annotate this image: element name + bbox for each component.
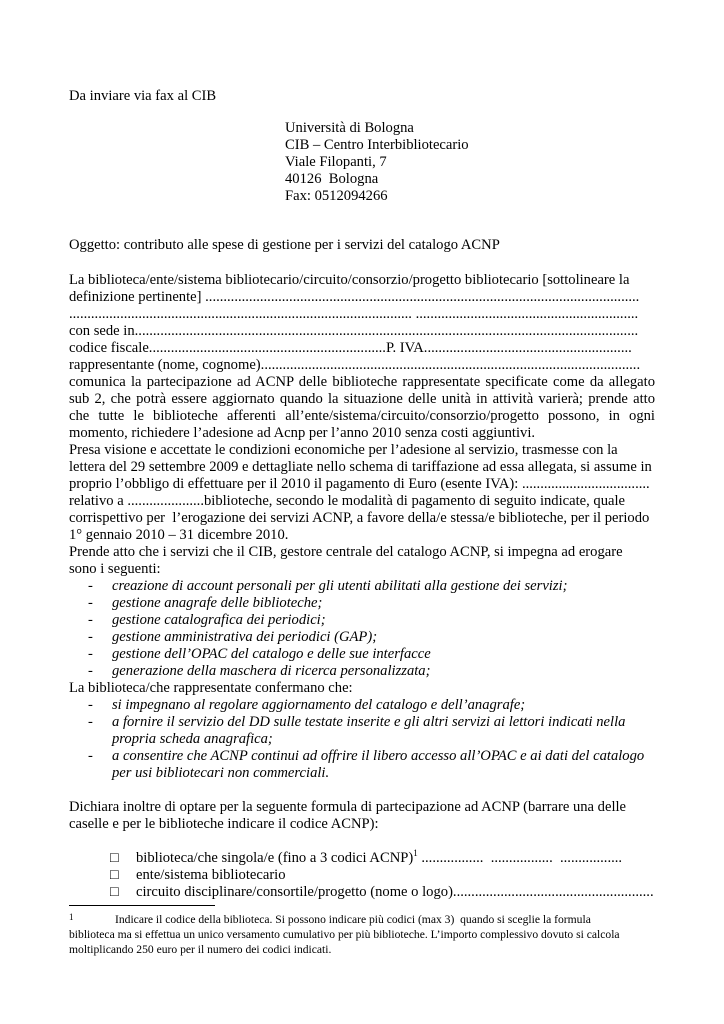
checkbox-ente-sistema[interactable]: □ [110,867,119,883]
list-dash: - [88,697,93,713]
text-line: relativo a .....................biblioteche, secondo le modalità di pagamento di seguito indicate, quale [69,493,626,509]
list-dash: - [88,629,93,645]
footnote-ref: 1 [413,848,418,859]
list-item: generazione della maschera di ricerca personalizzata; [112,663,431,679]
list-dash: - [88,646,93,662]
list-dash: - [88,612,93,628]
list-item: gestione amministrativa dei periodici (GAP); [112,629,378,645]
list-item: gestione anagrafe delle biblioteche; [112,595,323,611]
text-line: .............................................................................................. ............................................................. [69,306,639,322]
text-line: sub 2, che potrà essere aggiornato quando la situazione delle unità in attività varierà; prende atto [69,391,655,407]
code-fields: ................. ................. ................. [417,850,623,866]
list-item: si impegnano al regolare aggiornamento del catalogo e dell’anagrafe; [112,697,526,713]
text-line: La biblioteca/ente/sistema bibliotecario/circuito/consorzio/progetto bibliotecario [sottolineare la [69,272,630,288]
list-dash: - [88,578,93,594]
footnote-line: Indicare il codice della biblioteca. Si possono indicare più codici (max 3) quando si sceglie la formula [115,913,591,926]
text-line: momento, richiedere l’adesione ad Acnp per l’anno 2010 senza costi aggiuntivi. [69,425,536,441]
option-circuito: circuito disciplinare/consortile/progetto (nome o logo)....................................................... [136,884,654,900]
text-line: caselle e per le biblioteche indicare il codice ACNP): [69,816,379,832]
text-line: La biblioteca/che rappresentate confermano che: [69,680,353,696]
text-line: Prende atto che i servizi che il CIB, gestore centrale del catalogo ACNP, si impegna ad erogare [69,544,623,560]
list-item: gestione dell’OPAC del catalogo e delle sue interfacce [112,646,431,662]
text-line: comunica la partecipazione ad ACNP delle biblioteche rappresentate specificate come da allegato [69,374,655,390]
codice-fiscale-line: codice fiscale.................................................................P. IVA......................................................... [69,340,632,356]
footnote-line: biblioteca ma si effettua un unico versamento cumulativo per più biblioteche. L’importo complessivo dovuto si calcola [69,928,620,941]
text-line: 1° gennaio 2010 – 31 dicembre 2010. [69,527,289,543]
list-item: a consentire che ACNP continui ad offrire il libero accesso all’OPAC e ai dati del catalogo [112,748,645,764]
text-line: proprio l’obbligo di effettuare per il 2010 il pagamento di Euro (esente IVA): ................................... [69,476,650,492]
text-line: definizione pertinente] ....................................................................................................................... [69,289,640,305]
recipient-line: CIB – Centro Interbibliotecario [285,137,469,153]
checkbox-circuito[interactable]: □ [110,884,119,900]
recipient-fax: Fax: 0512094266 [285,188,388,204]
text-line: che tutte le biblioteche afferenti all’ente/sistema/circuito/consorzio/progetto possono, in ogni [69,408,655,424]
text-line: Presa visione e accettate le condizioni economiche per l’adesione al servizio, trasmesse con la [69,442,618,458]
footnote-mark: 1 [69,912,74,922]
list-item-continuation: propria scheda anagrafica; [112,731,273,747]
option-ente-sistema: ente/sistema bibliotecario [136,867,286,883]
recipient-line: 40126 Bologna [285,171,379,187]
recipient-line: Università di Bologna [285,120,414,136]
list-item: gestione catalografica dei periodici; [112,612,326,628]
text-line: sono i seguenti: [69,561,161,577]
option-single-library [136,850,622,867]
footnote-line: moltiplicando 250 euro per il numero dei codici indicati. [69,943,332,956]
send-note: Da inviare via fax al CIB [69,88,217,104]
footnote-divider [69,905,215,906]
list-dash: - [88,748,93,764]
option-label: biblioteca/che singola/e (fino a 3 codici ACNP) [136,850,414,866]
list-dash: - [88,595,93,611]
list-item-continuation: per usi bibliotecari non commerciali. [112,765,330,781]
subject-line: Oggetto: contributo alle spese di gestione per i servizi del catalogo ACNP [69,237,500,253]
text-line: corrispettivo per l’erogazione dei servizi ACNP, a favore della/e stessa/e biblioteche, per il periodo [69,510,650,526]
list-dash: - [88,714,93,730]
recipient-line: Viale Filopanti, 7 [285,154,387,170]
sede-line: con sede in.......................................................................................................................................... [69,323,639,339]
list-item: a fornire il servizio del DD sulle testate inserite e gli altri servizi ai lettori indicati nella [112,714,626,730]
checkbox-single-library[interactable]: □ [110,850,119,866]
text-line: lettera del 29 settembre 2009 e dettagliate nello schema di tariffazione ad essa allegata, si assume in [69,459,652,475]
list-dash: - [88,663,93,679]
text-line: Dichiara inoltre di optare per la seguente formula di partecipazione ad ACNP (barrare una delle [69,799,627,815]
list-item: creazione di account personali per gli utenti abilitati alla gestione dei servizi; [112,578,568,594]
rappresentante-line: rappresentante (nome, cognome)........................................................................................................ [69,357,641,373]
